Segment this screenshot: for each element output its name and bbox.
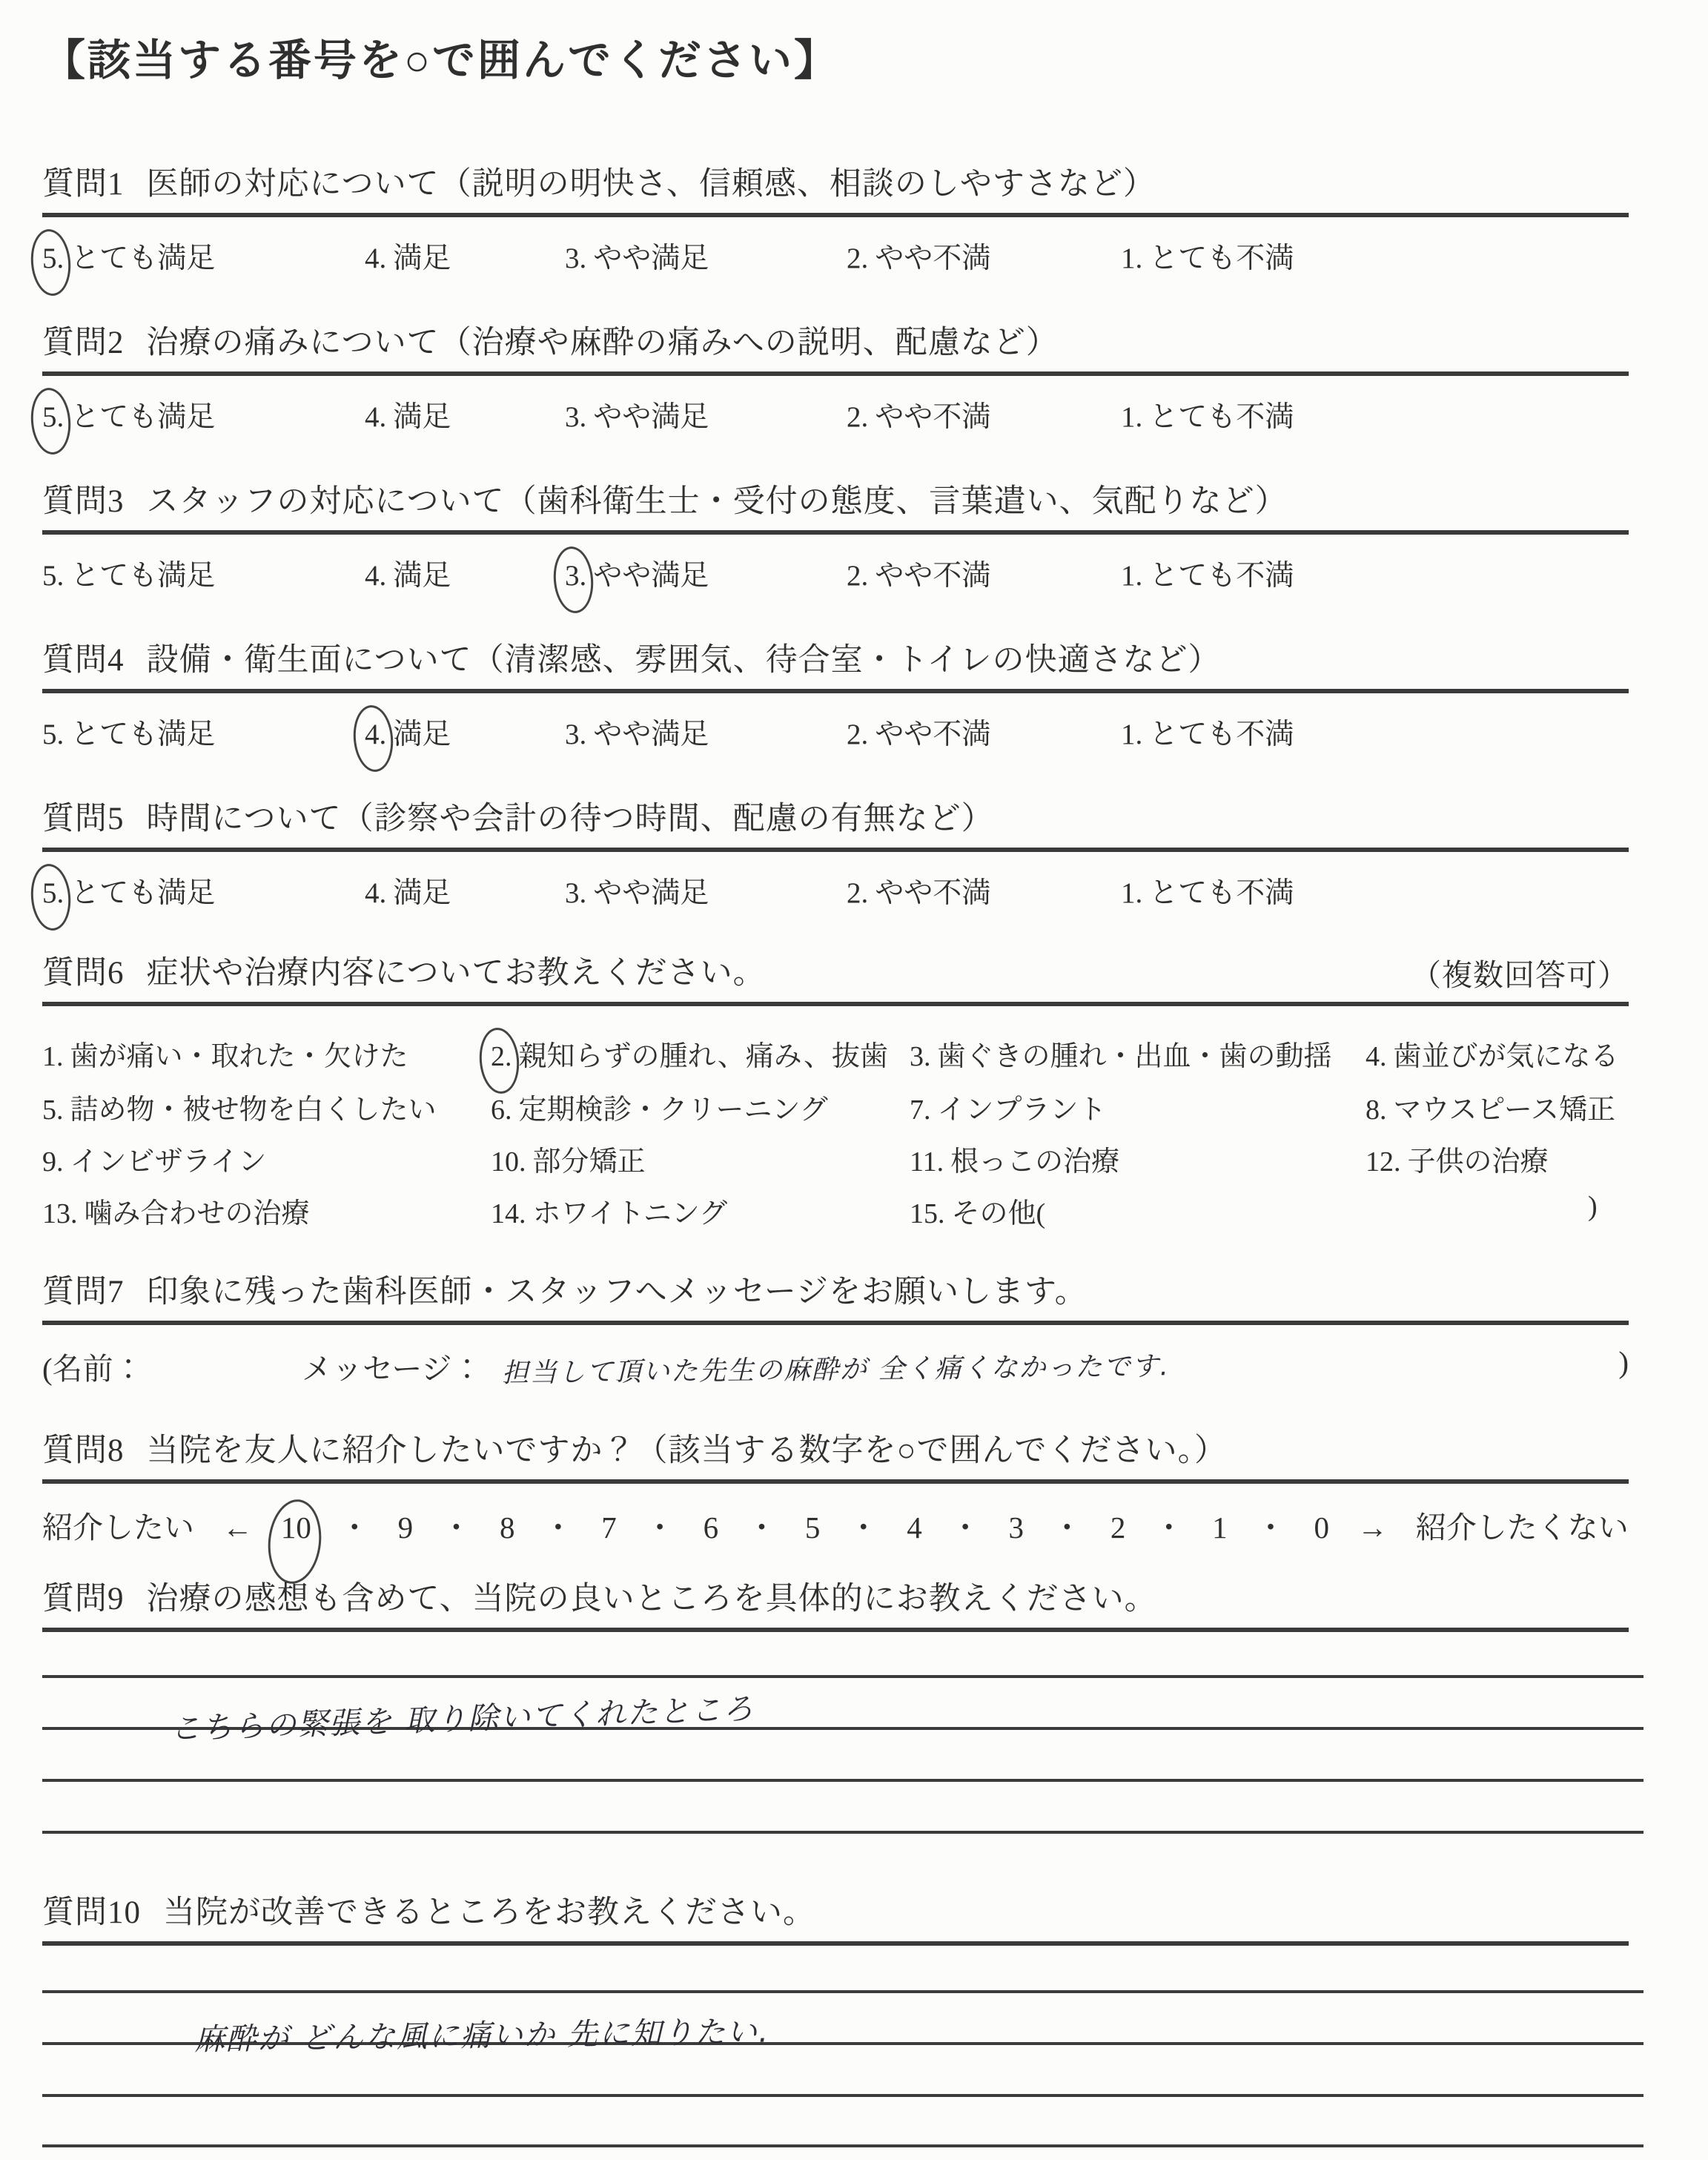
heading-underline (42, 1479, 1629, 1484)
question-title: 治療の感想も含めて、当院の良いところを具体的にお教えください。 (146, 1582, 1157, 1616)
question-9 (42, 1573, 1629, 1847)
dot-separator: ・ (950, 1510, 981, 1545)
rating-option: 3. やや満足 (565, 560, 709, 592)
heading-underline (42, 1002, 1629, 1006)
q9-answer-area (42, 1632, 1629, 1847)
question-heading (42, 1887, 1629, 1932)
question-label: 質問6 (42, 956, 125, 991)
scale-number: 2 (1110, 1510, 1126, 1545)
question-6 (42, 948, 1629, 1263)
rating-option: 5. とても満足 (42, 719, 216, 750)
scale-question-3 (42, 476, 1629, 604)
rating-option: 4. 満足 (365, 560, 451, 592)
handwritten-message: 担当して頂いた先生の麻酔が 全く痛くなかったです. (501, 1351, 1170, 1389)
q6-item: 10. 部分矯正 (491, 1146, 646, 1178)
not-recommend-label: 紹介したくない (1415, 1510, 1629, 1545)
dot-separator: ・ (746, 1510, 777, 1545)
heading-underline (42, 689, 1629, 693)
rating-option: 5. とても満足 (42, 401, 216, 433)
rating-option: 2. やや不満 (847, 560, 991, 592)
rating-option: 2. やや不満 (847, 719, 991, 750)
question-label: 質問9 (42, 1582, 125, 1616)
heading-underline (42, 848, 1629, 852)
rating-options (42, 870, 1629, 922)
dot-separator: ・ (1051, 1510, 1082, 1545)
question-8 (42, 1425, 1629, 1547)
scale-question-4 (42, 635, 1629, 763)
q6-item: 2. 親知らずの腫れ、痛み、抜歯 (491, 1041, 889, 1072)
rating-option: 2. やや不満 (847, 242, 991, 274)
q6-item: 11. 根っこの治療 (910, 1146, 1120, 1178)
dot-separator: ・ (441, 1510, 472, 1545)
rating-option: 2. やや不満 (847, 401, 991, 433)
rating-options (42, 235, 1629, 287)
question-title: 治療の痛みについて（治療や麻酔の痛みへの説明、配慮など） (146, 326, 1059, 360)
handwritten-answer: 麻酔が どんな風に痛いか 先に知りたい. (193, 2013, 770, 2058)
question-heading (42, 793, 1629, 839)
heading-underline (42, 530, 1629, 535)
q6-item: 4. 歯並びが気になる (1366, 1041, 1619, 1072)
rating-options (42, 394, 1629, 446)
rating-option: 1. とても不満 (1121, 560, 1294, 592)
multi-answer-note: （複数回答可） (1411, 958, 1629, 992)
scale-number: 3 (1008, 1510, 1024, 1545)
q6-item: 14. ホワイトニング (491, 1198, 728, 1229)
q6-other-close-paren: ) (1588, 1191, 1598, 1222)
rating-option: 3. やや満足 (565, 242, 709, 274)
answer-line (42, 2094, 1644, 2097)
question-label: 質問1 (42, 167, 125, 202)
q6-item: 15. その他( (910, 1198, 1046, 1229)
q7-answer-row (42, 1344, 1629, 1388)
rating-option: 5. とても満足 (42, 242, 216, 274)
scale-question-5 (42, 793, 1629, 922)
rating-option: 2. やや不満 (847, 877, 991, 909)
rating-option: 1. とても不満 (1121, 877, 1294, 909)
rating-option: 4. 満足 (365, 401, 451, 433)
question-label: 質問10 (42, 1895, 141, 1930)
scale-number: 7 (601, 1510, 617, 1545)
answer-line (42, 1779, 1644, 1782)
question-title: 症状や治療内容についてお教えください。 (146, 956, 766, 991)
q6-item: 5. 詰め物・被せ物を白くしたい (42, 1094, 437, 1126)
q10-answer-area (42, 1946, 1629, 2160)
answer-line (42, 1675, 1644, 1678)
question-label: 質問8 (42, 1433, 125, 1468)
question-title: 設備・衛生面について（清潔感、雰囲気、待合室・トイレの快適さなど） (146, 643, 1221, 678)
question-label: 質問2 (42, 326, 125, 360)
rating-option: 3. やや満足 (565, 401, 709, 433)
question-label: 質問4 (42, 643, 125, 678)
question-label: 質問7 (42, 1275, 125, 1309)
dot-separator: ・ (339, 1510, 370, 1545)
dot-separator: ・ (644, 1510, 675, 1545)
question-heading (42, 476, 1629, 521)
scale-number: 1 (1212, 1510, 1228, 1545)
rating-option: 5. とても満足 (42, 560, 216, 592)
scale-number: 9 (397, 1510, 414, 1545)
scale-number: 10 (280, 1510, 311, 1545)
answer-line (42, 1990, 1644, 1993)
rating-option: 5. とても満足 (42, 877, 216, 909)
question-heading (42, 948, 1629, 993)
question-heading (42, 317, 1629, 363)
scale-number: 0 (1314, 1510, 1329, 1545)
question-title: 時間について（診察や会計の待つ時間、配慮の有無など） (146, 802, 994, 836)
left-arrow-icon: ← (222, 1510, 253, 1545)
name-field-label: (名前： (42, 1352, 144, 1386)
question-label: 質問5 (42, 802, 125, 836)
rating-option: 4. 満足 (365, 719, 451, 750)
q6-item: 6. 定期検診・クリーニング (491, 1094, 828, 1126)
handwritten-answer: こちらの緊張を 取り除いてくれたところ (169, 1691, 755, 1747)
q6-item: 7. インプラント (910, 1094, 1107, 1126)
question-title: 医師の対応について（説明の明快さ、信頼感、相談のしやすさなど） (146, 167, 1156, 202)
scale-number: 4 (907, 1510, 922, 1545)
dot-separator: ・ (848, 1510, 879, 1545)
right-arrow-icon: → (1357, 1510, 1388, 1545)
heading-underline (42, 213, 1629, 217)
heading-underline (42, 371, 1629, 376)
question-heading (42, 635, 1629, 680)
dot-separator: ・ (1255, 1510, 1286, 1545)
answer-line (42, 2144, 1644, 2147)
question-heading (42, 1266, 1629, 1312)
rating-option: 1. とても不満 (1121, 719, 1294, 750)
answer-line (42, 1831, 1644, 1834)
rating-option: 4. 満足 (365, 877, 451, 909)
q6-item: 9. インビザライン (42, 1146, 267, 1178)
q6-item: 13. 噛み合わせの治療 (42, 1198, 310, 1229)
rating-option: 3. やや満足 (565, 719, 709, 750)
close-paren: ) (1618, 1345, 1629, 1379)
rating-option: 1. とても不満 (1121, 401, 1294, 433)
q6-item: 8. マウスピース矯正 (1366, 1094, 1615, 1126)
question-7 (42, 1266, 1629, 1388)
q6-items (42, 1033, 1629, 1263)
question-title: 印象に残った歯科医師・スタッフへメッセージをお願いします。 (146, 1275, 1088, 1309)
question-10 (42, 1887, 1629, 2160)
scale-question-2 (42, 317, 1629, 446)
q6-item: 12. 子供の治療 (1366, 1146, 1549, 1178)
scale-number: 6 (703, 1510, 719, 1545)
scale-number: 5 (804, 1510, 821, 1545)
q8-scale-row (42, 1503, 1629, 1547)
page-title: 【該当する番号を○で囲んでください】 (42, 36, 840, 85)
question-heading (42, 1425, 1629, 1470)
question-title: 当院を友人に紹介したいですか？（該当する数字を○で囲んでください。） (146, 1433, 1227, 1468)
recommend-label: 紹介したい (42, 1510, 194, 1545)
q6-item: 1. 歯が痛い・取れた・欠けた (42, 1041, 408, 1072)
question-heading (42, 1573, 1629, 1619)
rating-options (42, 711, 1629, 763)
question-title: 当院が改善できるところをお教えください。 (163, 1895, 815, 1930)
message-field-label: メッセージ： (302, 1352, 483, 1386)
heading-underline (42, 1321, 1629, 1325)
rating-option: 1. とても不満 (1121, 242, 1294, 274)
question-label: 質問3 (42, 484, 125, 519)
rating-options (42, 552, 1629, 604)
q6-item: 3. 歯ぐきの腫れ・出血・歯の動揺 (910, 1041, 1332, 1072)
question-title: スタッフの対応について（歯科衛生士・受付の態度、言葉遣い、気配りなど） (146, 484, 1288, 519)
rating-option: 4. 満足 (365, 242, 451, 274)
dot-separator: ・ (543, 1510, 574, 1545)
dot-separator: ・ (1153, 1510, 1185, 1545)
scale-number: 8 (499, 1510, 515, 1545)
scale-question-1 (42, 159, 1629, 287)
question-heading (42, 159, 1629, 204)
rating-option: 3. やや満足 (565, 877, 709, 909)
